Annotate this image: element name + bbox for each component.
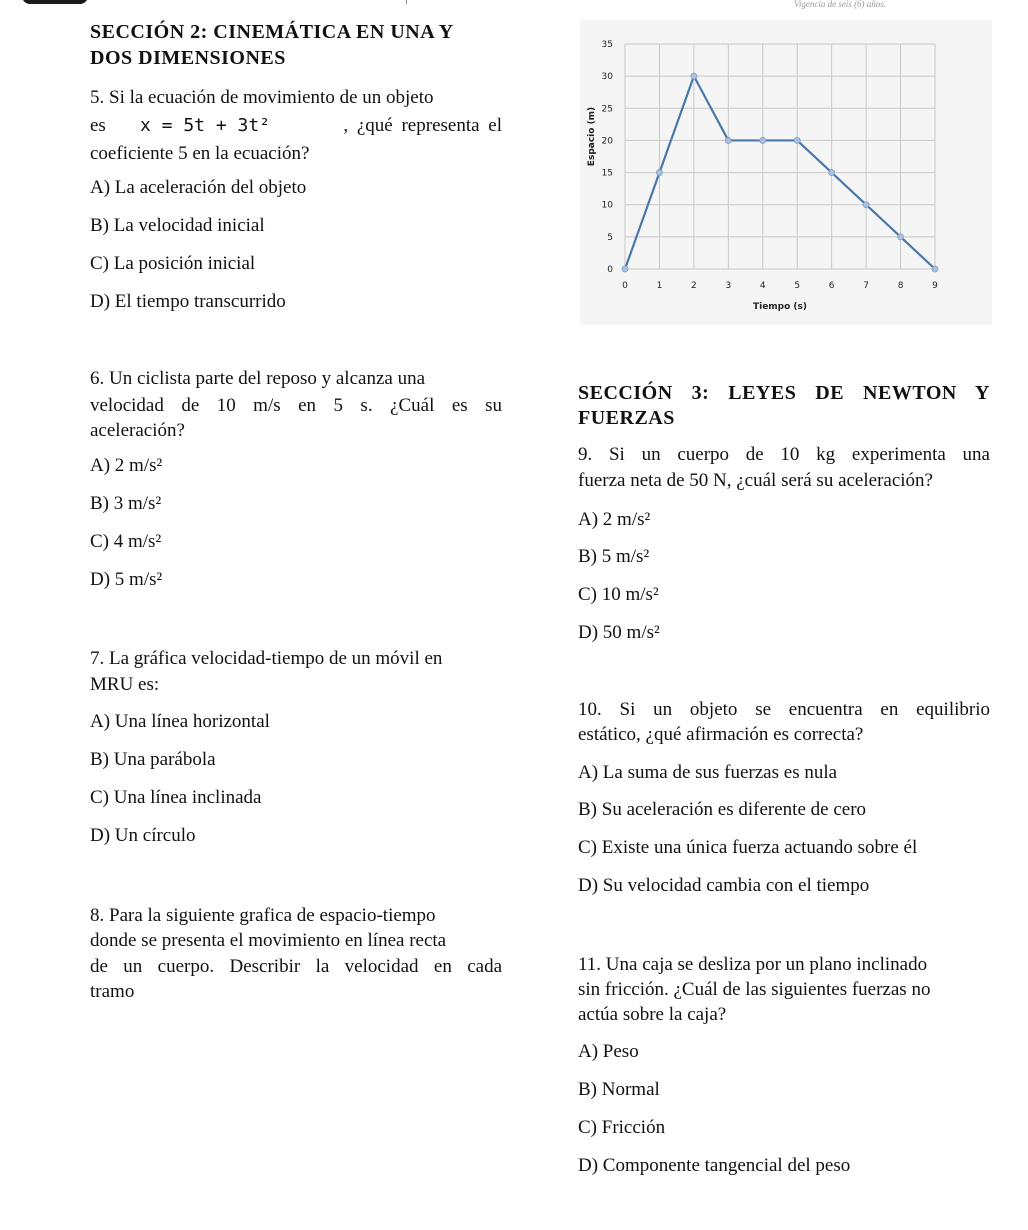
q9-line2: fuerza neta de 50 N, ¿cuál será su aceleración? [578, 470, 933, 491]
q9-option-d: D) 50 m/s² [578, 622, 660, 643]
q6-line2: velocidad de 10 m/s en 5 s. ¿Cuál es su [90, 395, 502, 416]
y-tick-label: 35 [601, 40, 613, 50]
section2-heading-line1: SECCIÓN 2: CINEMÁTICA EN UNA Y [90, 21, 454, 43]
x-tick-label: 4 [759, 281, 766, 291]
section3-heading-line2: FUERZAS [578, 407, 675, 429]
data-point [829, 170, 835, 176]
q11-option-b: B) Normal [578, 1079, 660, 1100]
chart-grid [625, 44, 935, 269]
q10-option-d: D) Su velocidad cambia con el tiempo [578, 875, 870, 896]
q7-line1: 7. La gráfica velocidad-tiempo de un móvil en [90, 648, 443, 669]
y-tick-label: 5 [607, 232, 613, 243]
y-tick-label: 15 [601, 168, 613, 179]
q6-option-d: D) 5 m/s² [90, 569, 163, 590]
q11-option-a: A) Peso [578, 1041, 639, 1062]
q9-option-b: B) 5 m/s² [578, 546, 650, 567]
logo-fragment [22, 0, 88, 4]
x-tick-label: 3 [725, 281, 732, 291]
q7-option-b: B) Una parábola [90, 749, 216, 770]
x-tick-label: 9 [932, 281, 938, 291]
data-point [691, 73, 697, 79]
data-point [622, 266, 628, 272]
q10-option-b: B) Su aceleración es diferente de cero [578, 799, 867, 820]
q7-line2: MRU es: [90, 674, 160, 695]
q11-line3: actúa sobre la caja? [578, 1004, 727, 1025]
q6-option-c: C) 4 m/s² [90, 531, 162, 552]
q8-line3: de un cuerpo. Describir la velocidad en cada [90, 956, 502, 977]
header-note: Vigencia de seis (6) años. [794, 0, 887, 9]
q5-option-a: A) La aceleración del objeto [90, 177, 307, 198]
q5-es: es [90, 115, 106, 136]
q5-line3: coeficiente 5 en la ecuación? [90, 143, 310, 164]
q6-line1: 6. Un ciclista parte del reposo y alcanza una [90, 368, 425, 389]
q6-line3: aceleración? [90, 420, 185, 441]
q5-option-c: C) La posición inicial [90, 253, 256, 274]
q11-line2: sin fricción. ¿Cuál de las siguientes fuerzas no [578, 979, 931, 1000]
x-tick-label: 8 [897, 281, 904, 291]
q5-rest: , ¿qué representa el [343, 115, 502, 136]
q11-option-c: C) Fricción [578, 1117, 666, 1138]
x-tick-label: 2 [691, 281, 697, 291]
y-tick-label: 30 [601, 72, 613, 83]
q7-option-a: A) Una línea horizontal [90, 711, 270, 732]
chart-ylabel: Espacio (m) [587, 106, 597, 167]
q8-line4: tramo [90, 981, 135, 1002]
q10-option-c: C) Existe una única fuerza actuando sobre él [578, 837, 918, 858]
data-point [656, 170, 662, 176]
y-tick-label: 20 [601, 136, 613, 147]
q10-option-a: A) La suma de sus fuerzas es nula [578, 762, 838, 783]
q7-option-c: C) Una línea inclinada [90, 787, 262, 808]
y-tick-label: 10 [601, 200, 613, 211]
q9-option-a: A) 2 m/s² [578, 509, 651, 530]
x-tick-label: 0 [622, 281, 628, 291]
q6-option-a: A) 2 m/s² [90, 455, 163, 476]
q5-option-d: D) El tiempo transcurrido [90, 291, 286, 312]
q6-option-b: B) 3 m/s² [90, 493, 162, 514]
space-time-chart [580, 20, 992, 325]
x-tick-label: 5 [794, 281, 801, 291]
q5-line1: 5. Si la ecuación de movimiento de un objeto [90, 87, 434, 108]
q5-line2 [90, 113, 502, 139]
q5-option-b: B) La velocidad inicial [90, 215, 265, 236]
x-tick-label: 7 [863, 281, 869, 291]
data-point [898, 234, 904, 240]
top-strip [0, 0, 1028, 9]
q9-line1: 9. Si un cuerpo de 10 kg experimenta una [578, 444, 990, 465]
x-tick-label: 6 [828, 281, 835, 291]
q11-option-d: D) Componente tangencial del peso [578, 1155, 851, 1176]
chart-ticks [602, 40, 939, 291]
chart-xlabel: Tiempo (s) [752, 302, 808, 312]
q8-line2: donde se presenta el movimiento en línea recta [90, 930, 447, 951]
section3-heading-line1: SECCIÓN 3: LEYES DE NEWTON Y [578, 382, 990, 404]
q5-equation: x = 5t + 3t² [140, 115, 271, 136]
q11-line1: 11. Una caja se desliza por un plano inclinado [578, 954, 928, 975]
data-point [794, 137, 800, 143]
data-point [760, 137, 766, 143]
data-point [863, 202, 869, 208]
q10-line2: estático, ¿qué afirmación es correcta? [578, 724, 864, 745]
y-tick-label: 25 [601, 104, 613, 115]
y-tick-label: 0 [607, 265, 613, 275]
q8-line1: 8. Para la siguiente grafica de espacio-tiempo [90, 905, 436, 926]
section2-heading-line2: DOS DIMENSIONES [90, 47, 286, 69]
x-tick-label: 1 [656, 281, 663, 291]
q9-option-c: C) 10 m/s² [578, 584, 659, 605]
q7-option-d: D) Un círculo [90, 825, 196, 846]
q10-line1: 10. Si un objeto se encuentra en equilibrio [578, 699, 990, 720]
divider-tick [406, 0, 407, 4]
data-point [725, 137, 731, 143]
data-point [932, 266, 938, 272]
chart-svg [580, 20, 992, 325]
